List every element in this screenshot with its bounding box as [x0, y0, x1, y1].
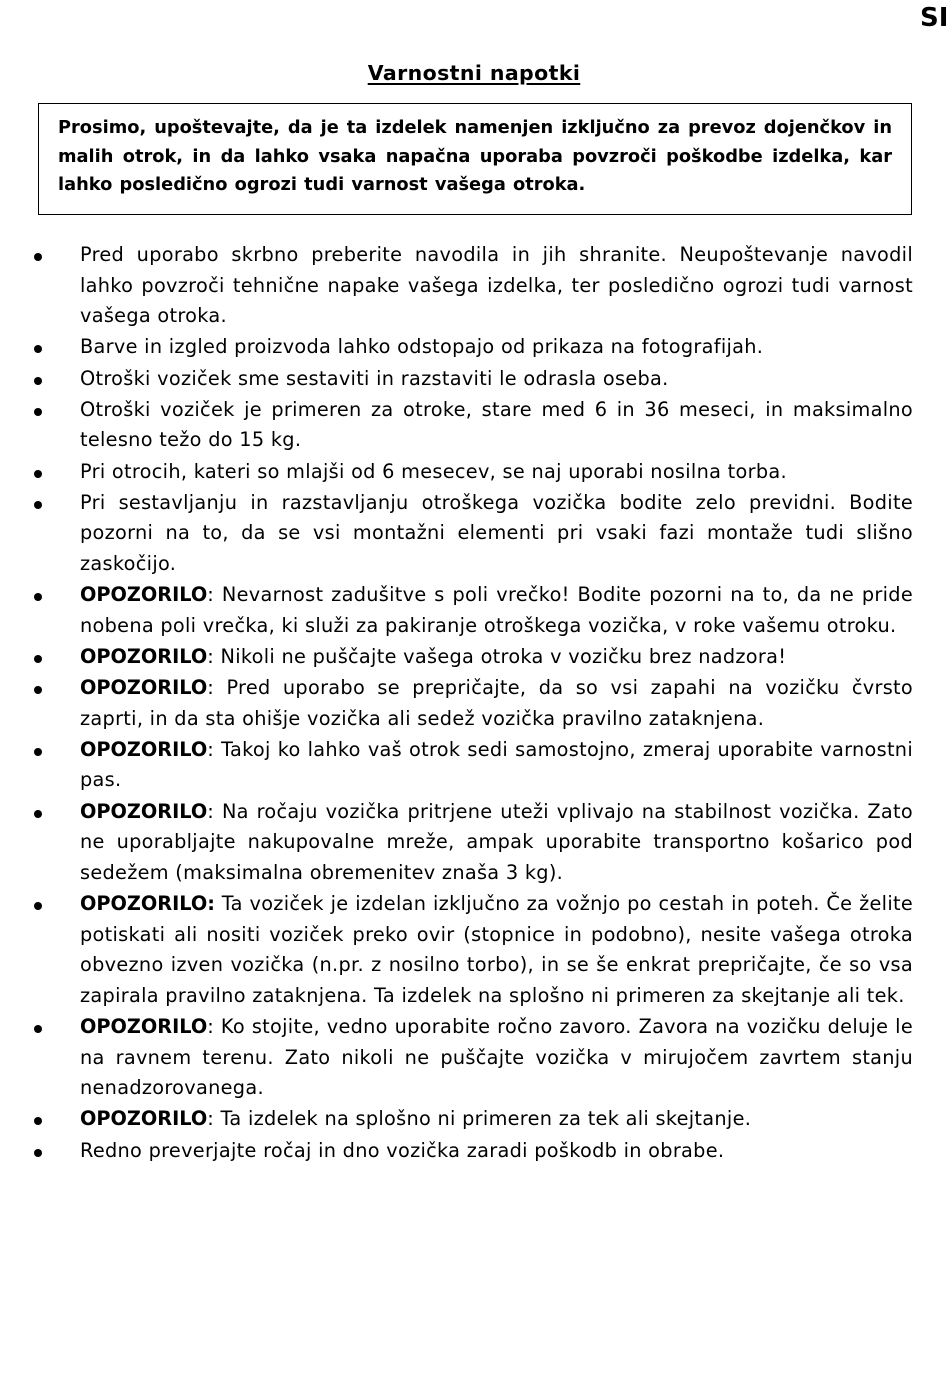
list-item-text: Otroški voziček je primeren za otroke, stare med 6 in 36 meseci, in maksimalno telesno težo do 15 kg. — [80, 397, 913, 452]
bullet-icon — [34, 902, 42, 910]
bullet-icon — [34, 1149, 42, 1157]
bullet-icon — [34, 1117, 42, 1125]
list-item-text: : Pred uporabo se prepričajte, da so vsi zapahi na vozičku čvrsto zaprti, in da sta ohišje vozička ali sedež vozička pravilno zataknjena. — [80, 676, 913, 730]
bullet-icon — [34, 810, 42, 818]
list-item-text: Pri otrocih, kateri so mlajši od 6 mesecev, se naj uporabi nosilna torba. — [80, 459, 787, 483]
notice-text: Prosimo, upoštevajte, da je ta izdelek namenjen izključno za prevoz dojenčkov in malih otrok, in da lahko vsaka napačna uporaba povzroči poškodbe izdelka, kar lahko posledično ogrozi tudi varnost vašega otroka. — [58, 117, 892, 195]
list-item — [0, 240, 913, 332]
list-item-text: : Nevarnost zadušitve s poli vrečko! Bodite pozorni na to, da ne pride nobena poli vrečka, ki služi za pakiranje otroškega vozička, v roke vašemu otroku. — [80, 583, 913, 637]
list-item-text: Pred uporabo skrbno preberite navodila in jih shranite. Neupoštevanje navodil lahko povzroči tehnične napake vašega izdelka, ter posledično ogrozi tudi varnost vašega otroka. — [80, 243, 913, 328]
warning-label: OPOZORILO — [80, 676, 208, 700]
list-item-text: : Ko stojite, vedno uporabite ročno zavoro. Zavora na vozičku deluje le na ravnem terenu. Zato nikoli ne puščajte vozička v mirujočem zavrtem stanju nenadzorovanega. — [80, 1014, 913, 1100]
list-item — [0, 488, 913, 580]
list-item — [0, 457, 913, 488]
list-item — [0, 1136, 913, 1167]
warning-label: OPOZORILO — [80, 644, 208, 668]
bullet-icon — [34, 686, 42, 694]
bullet-icon — [34, 377, 42, 385]
list-item-text: Pri sestavljanju in razstavljanju otroškega vozička bodite zelo previdni. Bodite pozorni na to, da se vsi montažni elementi pri vsaki fazi montaže tudi slišno zaskočijo. — [80, 490, 913, 575]
warning-label: OPOZORILO — [80, 583, 208, 607]
bullet-icon — [34, 593, 42, 601]
list-item — [0, 889, 913, 1011]
list-item-text: : Ta izdelek na splošno ni primeren za tek ali skejtanje. — [207, 1107, 752, 1131]
language-tag: SI — [920, 3, 949, 33]
safety-list — [0, 240, 950, 1167]
list-item — [0, 735, 913, 796]
page-title: Varnostni napotki — [367, 61, 581, 85]
bullet-icon — [34, 501, 42, 509]
list-item-text: Otroški voziček sme sestaviti in razstaviti le odrasla oseba. — [80, 366, 669, 390]
bullet-icon — [34, 253, 42, 261]
warning-label: OPOZORILO — [80, 1014, 208, 1038]
list-item — [0, 797, 913, 889]
list-item-text: : Na ročaju vozička pritrjene uteži vplivajo na stabilnost vozička. Zato ne uporabljajte nakupovalne mreže, ampak uporabite transportno košarico pod sedežem (maksimalna obremenitev znaša 3 kg). — [80, 799, 913, 884]
list-item — [0, 673, 913, 734]
list-item-text: : Nikoli ne puščajte vašega otroka v vozičku brez nadzora! — [207, 644, 787, 668]
list-item-text: Barve in izgled proizvoda lahko odstopajo od prikaza na fotografijah. — [80, 335, 764, 359]
bullet-icon — [34, 408, 42, 416]
warning-label: OPOZORILO — [80, 799, 208, 823]
list-item-text: Ta voziček je izdelan izključno za vožnjo po cestah in poteh. Če želite potiskati ali nositi voziček preko ovir (stopnice in podobno), nesite vašega otroka obvezno izven vozička (n.pr. z nosilno torbo), in se še enkrat prepričajte, če so vsa zapirala pravilno zataknjena. Ta izdelek na splošno ni primeren za skejtanje ali tek. — [80, 892, 913, 1007]
list-item — [0, 1012, 913, 1104]
notice-box — [38, 103, 912, 215]
list-item — [0, 395, 913, 456]
list-item — [0, 580, 913, 641]
bullet-icon — [34, 345, 42, 353]
bullet-icon — [34, 748, 42, 756]
list-item — [0, 642, 913, 673]
list-item — [0, 364, 913, 395]
warning-label: OPOZORILO: — [80, 892, 216, 915]
list-item-text: Redno preverjajte ročaj in dno vozička zaradi poškodb in obrabe. — [80, 1138, 725, 1162]
bullet-icon — [34, 655, 42, 663]
list-item — [0, 1104, 913, 1135]
warning-label: OPOZORILO — [80, 1107, 208, 1131]
list-item — [0, 332, 913, 363]
list-item-text: : Takoj ko lahko vaš otrok sedi samostojno, zmeraj uporabite varnostni pas. — [80, 737, 913, 792]
bullet-icon — [34, 1025, 42, 1033]
bullet-icon — [34, 470, 42, 478]
warning-label: OPOZORILO — [80, 737, 208, 761]
